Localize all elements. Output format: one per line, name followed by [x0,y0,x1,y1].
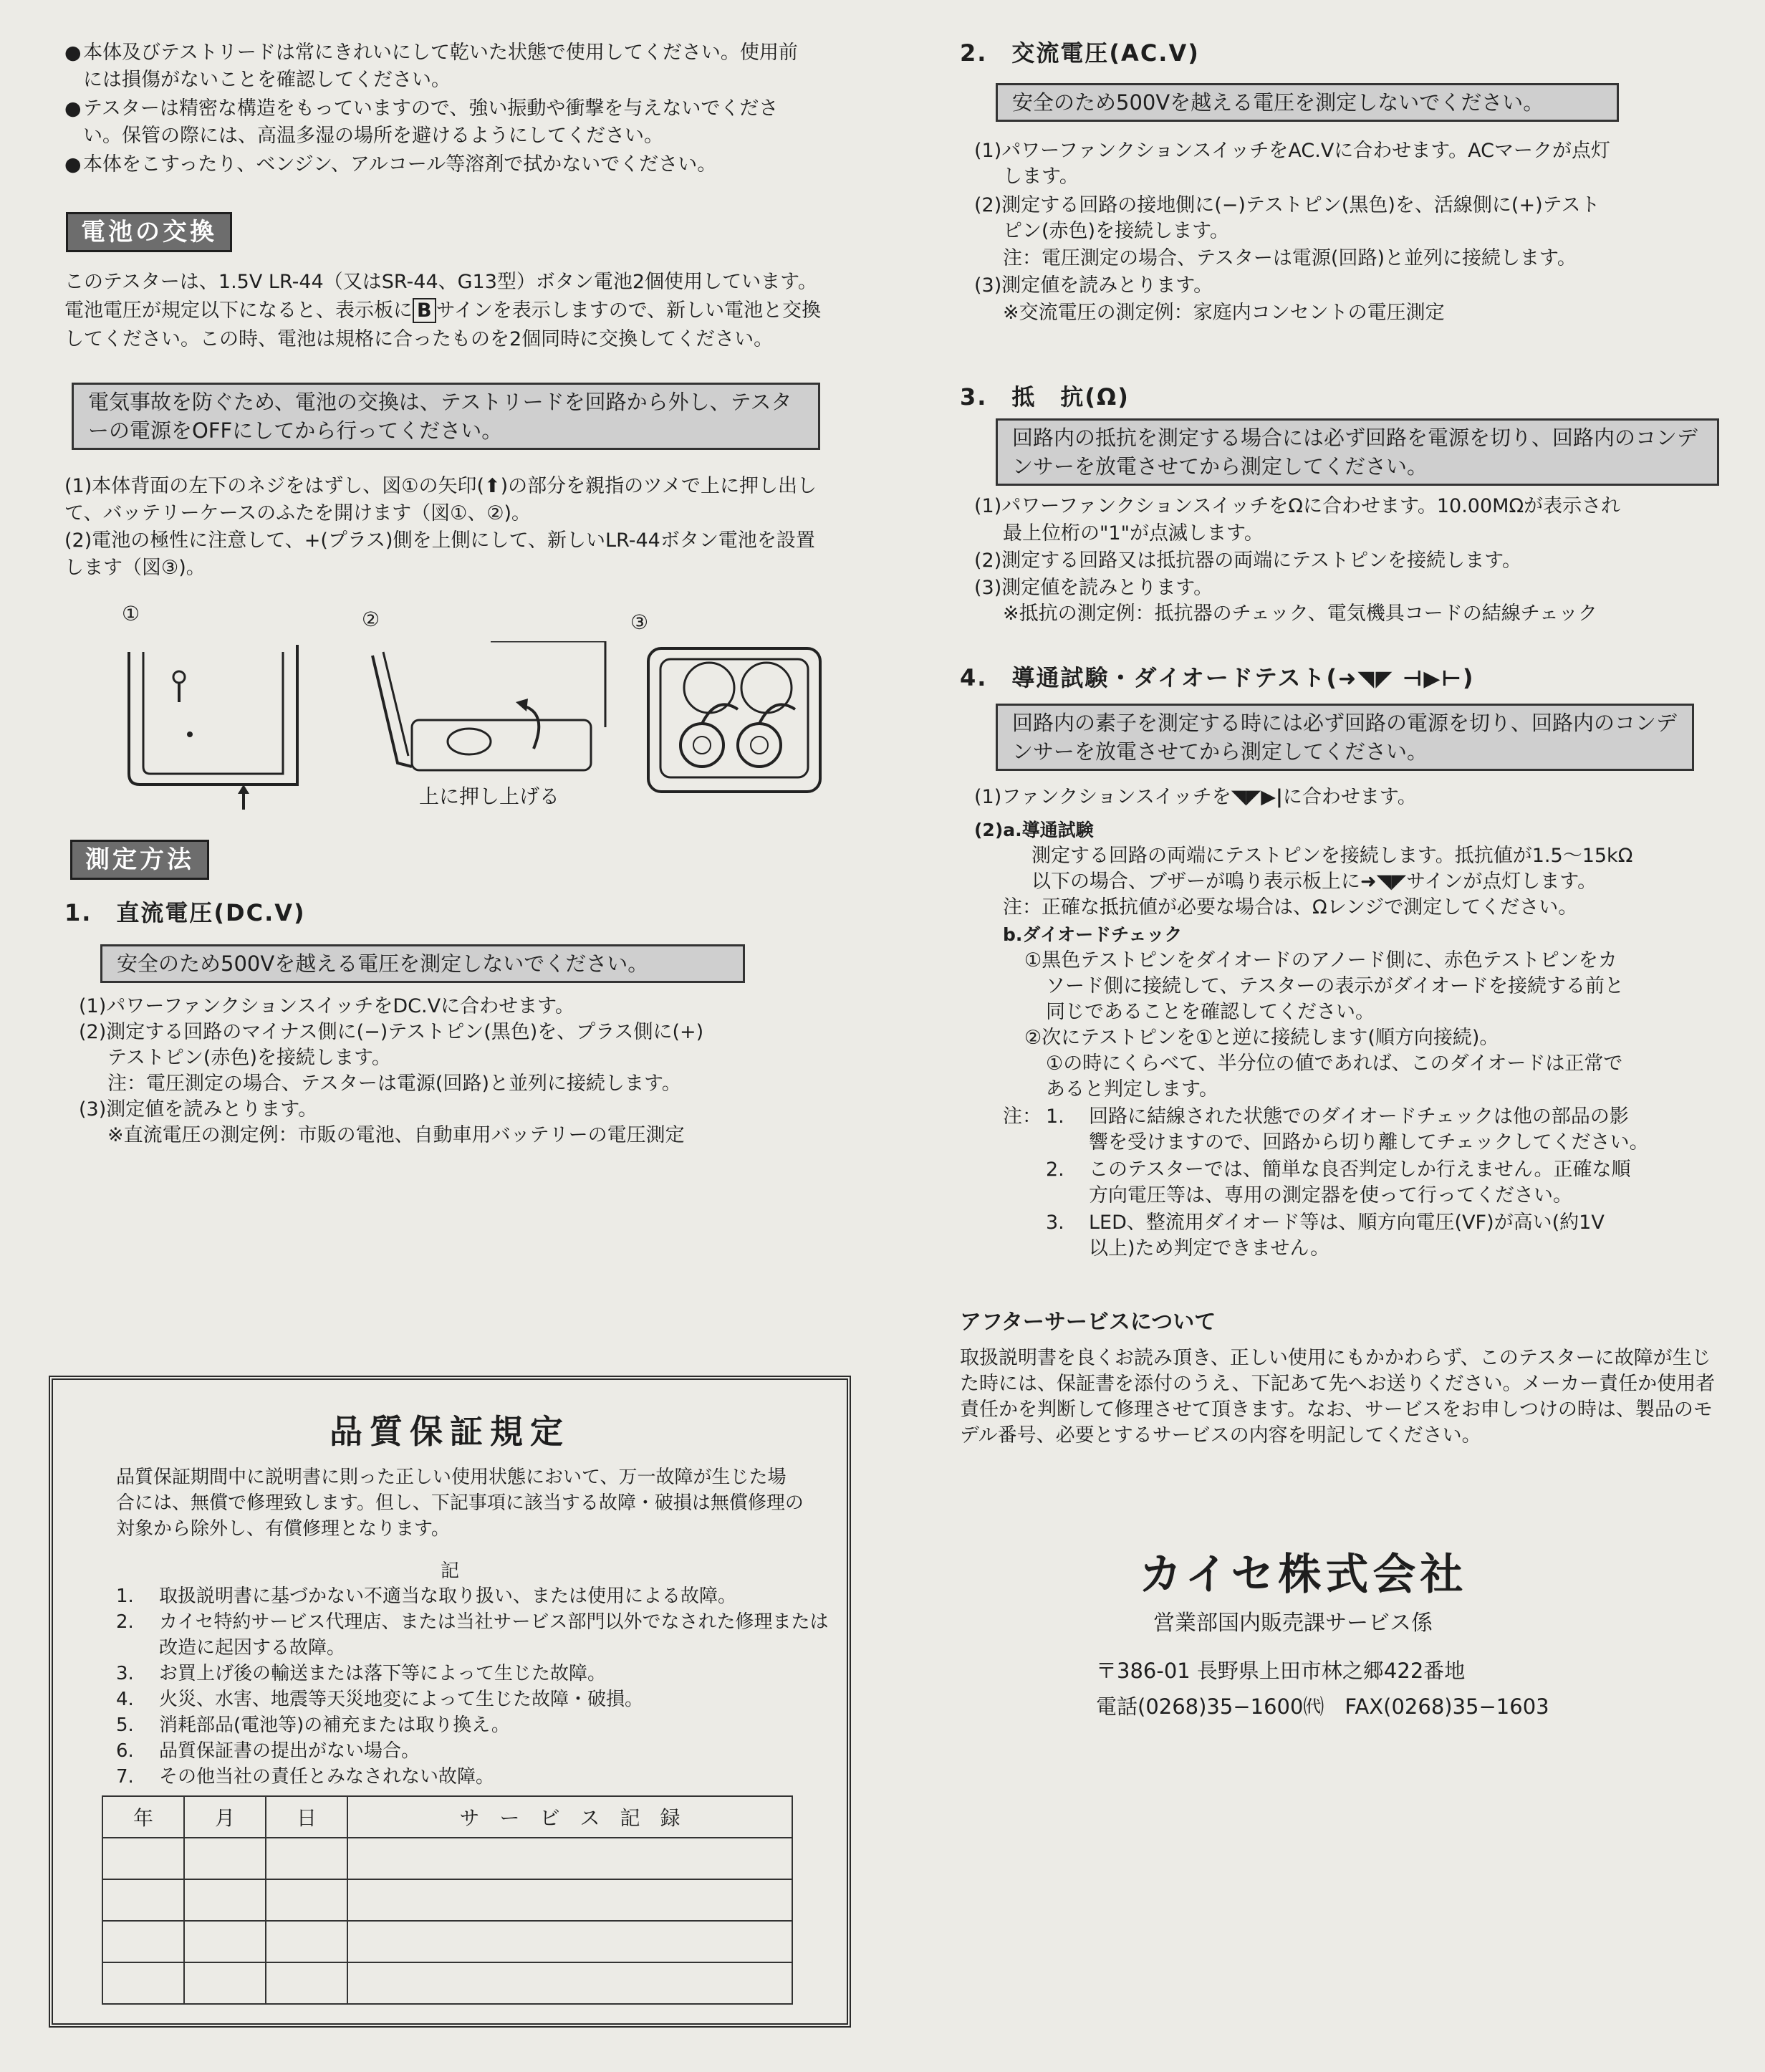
res-example: ※抵抗の測定例：抵抗器のチェック、電気機具コードの結線チェック [1003,603,1597,625]
res-step-2: (2)測定する回路又は抵抗器の両端にテストピンを接続します。 [974,550,1522,572]
table-row [102,1921,792,1962]
battery-warning: 電気事故を防ぐため、電池の交換は、テストリードを回路から外し、テスターの電源をOFFにしてから行ってください。 [72,383,820,450]
dc-voltage-title: 1. 直流電圧(DC.V) [64,899,306,926]
service-record-table [102,1795,793,2005]
battery-step-2: (2)電池の極性に注意して、+(プラス)側を上側にして、新しいLR-44ボタン電池を設置します（図③)。 [64,529,815,579]
cont-note-2-num: 2. [1046,1159,1064,1181]
cont-b-line3: 同じであることを確認してください。 [1046,1001,1375,1023]
ac-step-2: (2)測定する回路の接地側に(−)テストピン(黒色)を、活線側に(+)テスト [974,194,1600,216]
buzzer-sign-icon: ➜◥◤ [1360,870,1407,893]
cont-note-2-line1: このテスターでは、簡単な良否判定しか行えません。正確な順 [1089,1159,1631,1181]
table-row [102,1879,792,1921]
cont-note-1-num: 1. [1046,1105,1064,1128]
warranty-title: 品質保証規定 [330,1412,570,1451]
cont-b-line2: ソード側に接続して、テスターの表示がダイオードを接続する前と [1046,975,1625,997]
ac-voltage-warning: 安全のため500Vを越える電圧を測定しないでください。 [996,83,1619,122]
battery-intro: このテスターは、1.5V LR-44（又はSR-44、G13型）ボタン電池2個使用しています。電池電圧が規定以下になると、表示板に B サインを表示しますので、新しい電池と交換してください。この時、電池は規格に合ったものを2個同時に交換してください。 [64,271,822,350]
ac-step-3: (3)測定値を読みとります。 [974,274,1213,297]
cont-a-line1: 測定する回路の両端にテストピンを接続します。抵抗値が1.5〜15kΩ [1031,845,1633,867]
col-month: 月 [184,1796,266,1838]
after-service-body: 取扱説明書を良くお読み頂き、正しい使用にもかかわらず、このテスターに故障が生じた時には、保証書を添付のうえ、下記あて先へお送りください。メーカー責任か使用者責任かを判断して修理させて頂きます。なお、サービスをお申しつけの時は、製品のモデル番号、必要とするサービスの内容を明記してください。 [960,1347,1716,1447]
dc-step-2: (2)測定する回路のマイナス側に(−)テストピン(黒色)を、プラス側に(+) [79,1021,704,1043]
cont-b-line6: あると判定します。 [1046,1078,1218,1100]
cont-b-line5: ①の時にくらべて、半分位の値であれば、このダイオードは正常で [1046,1052,1623,1075]
table-row [102,1838,792,1879]
cont-b-line4: ②次にテストピンを①と逆に接続します(順方向接続)。 [1024,1027,1499,1049]
cont-note-2-line2: 方向電圧等は、専用の測定器を使って行ってください。 [1089,1184,1572,1207]
company-dept: 営業部国内販売課サービス係 [1153,1611,1433,1636]
cont-b-label: b.ダイオードチェック [1003,924,1183,945]
ac-step-2b: ピン(赤色)を接続します。 [1003,220,1229,242]
dc-step-3: (3)測定値を読みとります。 [79,1098,318,1121]
company-address: 〒386-01 長野県上田市林之郷422番地 [1096,1659,1466,1683]
figure-2-caption: 上に押し上げる [419,785,560,808]
res-step-1: (1)パワーファンクションスイッチをΩに合わせます。10.00MΩが表示され [974,495,1621,517]
cont-note-3-line1: LED、整流用ダイオード等は、順方向電圧(VF)が高い(約1V [1089,1212,1605,1234]
col-year: 年 [102,1796,184,1838]
ac-example: ※交流電圧の測定例：家庭内コンセントの電圧測定 [1003,302,1445,324]
cont-b-line1: ①黒色テストピンをダイオードのアノード側に、赤色テストピンをカ [1024,949,1617,972]
cont-note-1-line2: 響を受けますので、回路から切り離してチェックしてください。 [1089,1131,1649,1153]
dc-step-2b: テストピン(赤色)を接続します。 [107,1047,391,1069]
cont-note-3-num: 3. [1046,1212,1064,1234]
figure-1-label: ① [122,602,140,625]
battery-header: 電池の交換 [66,212,232,252]
warranty-box: 品質保証規定 品質保証期間中に説明書に則った正しい使用状態において、万一故障が生じた場合には、無償で修理致します。但し、下記事項に該当する故障・破損は無償修理の対象から除外し、有償修理となります。 記 1. 取扱説明書に基づかない不適当な取り扱い、または使用による故障。 2. カイセ特約サービス代理店、または当社サービス部門以外でなされた修理または改造に起因する故障。 3. お買上げ後の輸送または落下等によって生じた故障。 4. 火災、水害、地震等天災地変によって生じた故障・破損。 5. 消耗部品(電池等)の補充または取り換え。 6. 品質保証書の提出がない場合。 7. その他当社の責任とみなされない故障。 年 月 日 サ ー ビ ス 記 録 [49,1376,851,2028]
ac-voltage-title: 2. 交流電圧(AC.V) [960,39,1200,67]
continuity-warning: 回路内の素子を測定する時には必ず回路の電源を切り、回路内のコンデンサーを放電させてから測定してください。 [996,704,1694,771]
resistance-title: 3. 抵 抗(Ω) [960,383,1130,411]
battery-step-1: (1)本体背面の左下のネジをはずし、図①の矢印(⬆)の部分を親指のツメで上に押し出して、バッテリーケースのふたを開けます（図①、②)。 [64,475,817,524]
figure-2-label: ② [362,608,380,631]
method-header: 測定方法 [70,840,209,880]
cont-a-label: (2)a.導通試験 [974,820,1094,840]
company-name: カイセ株式会社 [1139,1550,1468,1600]
warranty-ki: 記 [440,1560,459,1582]
ac-step-1b: します。 [1003,166,1079,188]
cont-note-3-line2: 以上)ため判定できません。 [1089,1237,1330,1260]
res-step-1b: 最上位桁の"1"が点滅します。 [1003,522,1264,545]
res-step-3: (3)測定値を読みとります。 [974,577,1213,599]
col-day: 日 [266,1796,347,1838]
cont-a-line2: 以下の場合、ブザーが鳴り表示板上に➜◥◤サインが点灯します。 [1031,870,1597,893]
ac-step-1: (1)パワーファンクションスイッチをAC.Vに合わせます。ACマークが点灯 [974,140,1610,162]
dc-voltage-warning: 安全のため500Vを越える電圧を測定しないでください。 [100,944,745,983]
switch-symbol-icon: ◥◤▶| [1231,786,1283,808]
after-service-title: アフターサービスについて [960,1310,1216,1335]
cont-step-1: (1)ファンクションスイッチを◥◤▶|に合わせます。 [974,786,1417,808]
ac-note: 注：電圧測定の場合、テスターは電源(回路)と並列に接続します。 [1003,247,1577,269]
figure-3-label: ③ [630,610,649,634]
cont-notes-label: 注： [1003,1105,1042,1128]
figure-1-back-case [122,638,308,810]
figure-2-open-cover [369,641,612,785]
figure-3-batteries [645,645,824,799]
resistance-warning: 回路内の抵抗を測定する場合には必ず回路を電源を切り、回路内のコンデンサーを放電させてから測定してください。 [996,418,1719,486]
diode-symbol-icon: ⊣▶⊢ [1393,666,1463,691]
dc-step-1: (1)パワーファンクションスイッチをDC.Vに合わせます。 [79,995,574,1017]
company-phone: 電話(0268)35−1600㈹ FAX(0268)35−1603 [1096,1694,1549,1719]
continuity-title: 4. 導通試験・ダイオードテスト(➜◥◤ ⊣▶⊢) [960,664,1475,691]
battery-sign: B [413,298,436,323]
cont-note-1-line1: 回路に結線された状態でのダイオードチェックは他の部品の影 [1089,1105,1629,1128]
table-row [102,1962,792,2004]
cont-a-note: 注：正確な抵抗値が必要な場合は、Ωレンジで測定してください。 [1003,896,1578,919]
dc-note: 注：電圧測定の場合、テスターは電源(回路)と並列に接続します。 [107,1073,681,1095]
warranty-intro: 品質保証期間中に説明書に則った正しい使用状態において、万一故障が生じた場合には、無償で修理致します。但し、下記事項に該当する故障・破損は無償修理の対象から除外し、有償修理となります。 [116,1467,804,1540]
col-service-record: サ ー ビ ス 記 録 [347,1796,792,1838]
dc-example: ※直流電圧の測定例：市販の電池、自動車用バッテリーの電圧測定 [107,1124,685,1146]
buzzer-symbol-icon: ➜◥◤ [1338,666,1394,691]
